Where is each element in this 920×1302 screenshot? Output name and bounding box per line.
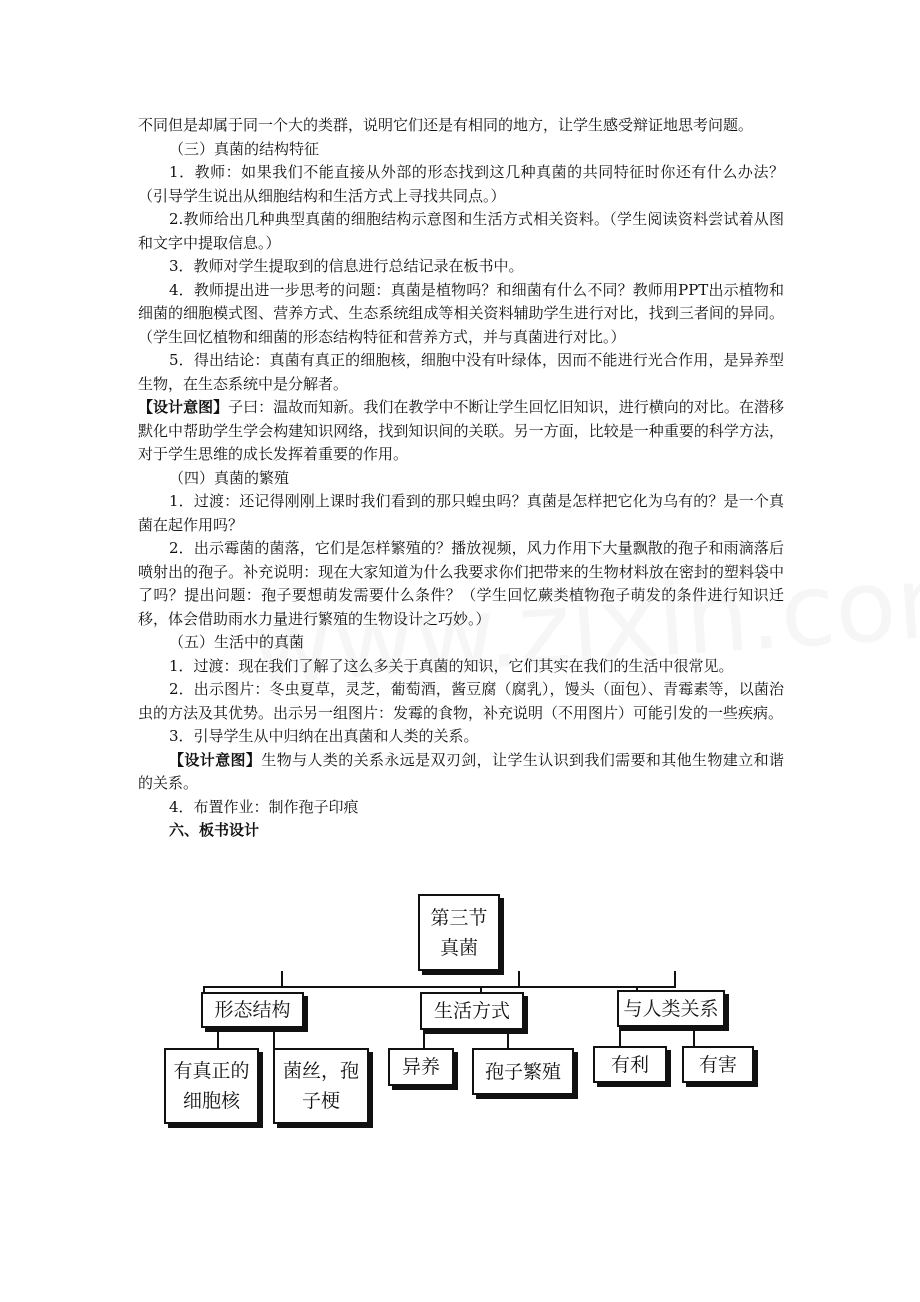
section-heading-life: （五）生活中的真菌 — [169, 633, 305, 651]
board-branch-lifestyle: 生活方式 — [420, 992, 524, 1030]
connector — [423, 1030, 425, 1048]
board-branch-human: 与人类关系 — [617, 990, 725, 1027]
design-intent-2 — [138, 749, 784, 796]
design-intent-1 — [138, 396, 784, 467]
paragraph: 不同但是却属于同一个大的类群，说明它们还是有相同的地方，让学生感受辩证地思考问题。 — [138, 116, 754, 134]
board-root: 第三节 真菌 — [418, 894, 500, 971]
board-leaf-hyphae: 菌丝，孢 子梗 — [273, 1048, 369, 1124]
paragraph: 4．教师提出进一步思考的问题：真菌是植物吗？和细菌有什么不同？教师用PPT出示植物和细菌的细胞模式图、营养方式、生态系统组成等相关资料辅助学生进行对比，找到三者间的异同。（学生回忆植物和细菌的形态结构特征和营养方式，并与真菌进行对比。） — [138, 280, 784, 346]
paragraph: 3．引导学生从中归纳在出真菌和人类的关系。 — [169, 727, 479, 745]
section-title-board: 六、板书设计 — [169, 821, 260, 839]
connector — [693, 1027, 695, 1046]
paragraph: 2．出示霉菌的菌落，它们是怎样繁殖的？播放视频，风力作用下大量飘散的孢子和雨滴落后喷射出的孢子。补充说明：现在大家知道为什么我要求你们把带来的生物材料放在密封的塑料袋中了吗？提出问题：孢子要想萌发需要什么条件？（学生回忆蕨类植物孢子萌发的条件进行知识迁移，体会借助雨水力量进行繁殖的生物设计之巧妙。） — [138, 539, 784, 628]
paragraph: 2.教师给出几种典型真菌的细胞结构示意图和生活方式相关资料。（学生阅读资料尝试着从图和文字中提取信息。） — [138, 210, 784, 252]
board-design-diagram — [150, 888, 770, 1133]
design-intent-text: 生物与人类的关系永远是双刃剑，让学生认识到我们需要和其他生物建立和谐的关系。 — [138, 750, 784, 792]
connector — [273, 1028, 275, 1048]
connector — [217, 1028, 219, 1048]
homework: 4．布置作业：制作孢子印痕 — [169, 797, 359, 816]
board-leaf-harmful: 有害 — [682, 1046, 754, 1083]
design-intent-label: 【设计意图】 — [169, 750, 262, 769]
design-intent-text: 子曰：温故而知新。我们在教学中不断让学生回忆旧知识，进行横向的对比。在潜移默化中帮助学生学会构建知识网络，找到知识间的关联。另一方面，比较是一种重要的科学方法，对于学生思维的成长发挥着重要的作用。 — [138, 398, 784, 463]
section-heading-reproduction: （四）真菌的繁殖 — [169, 468, 290, 487]
board-branch-morphology: 形态结构 — [201, 992, 304, 1028]
connector — [674, 971, 676, 988]
board-leaf-nucleus: 有真正的 细胞核 — [164, 1048, 259, 1124]
board-leaf-spore-reproduction: 孢子繁殖 — [472, 1048, 574, 1095]
paragraph: 1．教师：如果我们不能直接从外部的形态找到这几种真菌的共同特征时你还有什么办法？（引导学生说出从细胞结构和生活方式上寻找共同点。） — [138, 163, 784, 205]
design-intent-label: 【设计意图】 — [138, 398, 229, 416]
lesson-text — [138, 114, 784, 843]
section-heading-structure: （三）真菌的结构特征 — [169, 139, 320, 158]
paragraph: 5．得出结论：真菌有真正的细胞核，细胞中没有叶绿体，因而不能进行光合作用，是异养型生物，在生态系统中是分解者。 — [138, 351, 784, 393]
connector — [203, 986, 674, 988]
paragraph: 1．过渡：现在我们了解了这么多关于真菌的知识，它们其实在我们的生活中很常见。 — [169, 656, 734, 675]
paragraph: 3．教师对学生提取到的信息进行总结记录在板书中。 — [169, 257, 524, 275]
connector — [619, 1027, 621, 1046]
paragraph: 1．过渡：还记得刚刚上课时我们看到的那只蝗虫吗？真菌是怎样把它化为乌有的？是一个真菌在起作用吗？ — [138, 492, 784, 534]
connector — [507, 1030, 509, 1048]
paragraph: 2．出示图片：冬虫夏草，灵芝，葡萄酒，酱豆腐（腐乳），馒头（面包）、青霉素等，以菌治虫的方法及其优势。出示另一组图片：发霉的食物，补充说明（不用图片）可能引发的一些疾病。 — [138, 680, 784, 722]
board-leaf-beneficial: 有利 — [593, 1046, 667, 1083]
board-leaf-heterotroph: 异养 — [388, 1048, 454, 1086]
